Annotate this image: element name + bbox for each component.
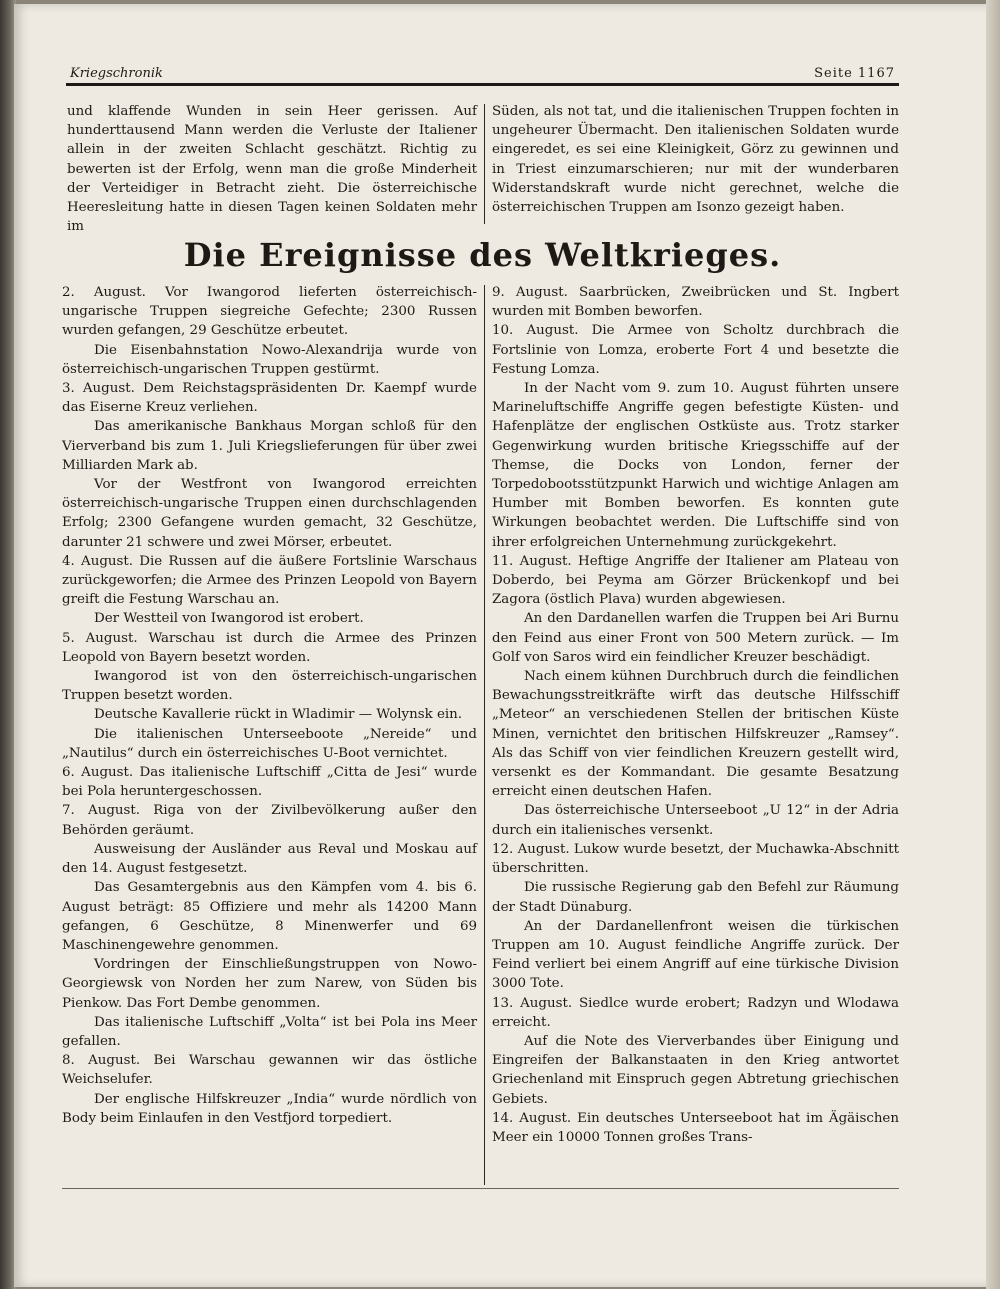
chronicle-entry: 14. August. Ein deutsches Unterseeboot hat im Ägäischen Meer ein 10000 Tonnen großes Trans- [492, 1110, 899, 1145]
chronicle-entry: Die italienischen Unterseeboote „Nereide“ und „Nautilus“ durch ein österreichisches U-Boot vernichtet. [62, 726, 477, 761]
chronicle-entry: 10. August. Die Armee von Scholtz durchbrach die Fortslinie von Lomza, eroberte Fort 4 und besetzte die Festung Lomza. [492, 323, 899, 377]
chronicle-entry: 4. August. Die Russen auf die äußere Fortslinie Warschaus zurückgeworfen; die Armee des Prinzen Leopold von Bayern greift die Festung Warschau an. [62, 553, 477, 608]
page-edge [986, 0, 1000, 1289]
chronicle-entry: 5. August. Warschau ist durch die Armee des Prinzen Leopold von Bayern besetzt worden. [62, 630, 477, 665]
intro-column-right [492, 102, 899, 217]
chronicle-column-left [62, 283, 477, 1128]
column-divider-main [484, 285, 485, 1185]
running-header [70, 62, 897, 84]
chronicle-entry: 2. August. Vor Iwangorod lieferten österreichisch-ungarische Truppen siegreiche Gefechte; 2300 Russen wurden gefangen, 29 Geschütze erbeutet. [62, 285, 477, 339]
chronicle-entry: 12. August. Lukow wurde besetzt, der Muchawka-Abschnitt überschritten. [492, 841, 899, 877]
page-number: Seite 1167 [814, 66, 895, 81]
intro-column-left [67, 102, 477, 236]
header-title: Kriegschronik [70, 66, 163, 81]
chronicle-entry: Das Gesamtergebnis aus den Kämpfen vom 4. bis 6. August beträgt: 85 Offiziere und mehr als 14200 Mann gefangen, 6 Geschütze, 8 Minenwerfer und 69 Maschinengewehre genommen. [62, 880, 477, 953]
chronicle-entry: 7. August. Riga von der Zivilbevölkerung außer den Behörden geräumt. [62, 803, 477, 838]
footer-rule [62, 1188, 899, 1189]
chronicle-entry: Die russische Regierung gab den Befehl zur Räumung der Stadt Dünaburg. [492, 880, 899, 915]
chronicle-entry: Nach einem kühnen Durchbruch durch die feindlichen Bewachungsstreitkräfte wirft das deutsche Hilfsschiff „Meteor“ an verschiedenen Stellen der britischen Küste Minen, vernichtet den britischen Hilfskreuzer „Ramsey“. Als das Schiff von vier feindlichen Kreuzern gestellt wird, versenkt es der Kommandant. Die gesamte Besatzung erreicht einen deutschen Hafen. [492, 669, 899, 800]
chronicle-entry: Das italienische Luftschiff „Volta“ ist bei Pola ins Meer gefallen. [62, 1014, 477, 1049]
chronicle-entry: 11. August. Heftige Angriffe der Italiener am Plateau von Doberdo, bei Peyma am Görzer Brückenkopf und bei Zagora (östlich Plava) wurden abgewiesen. [492, 553, 899, 608]
chronicle-entry: In der Nacht vom 9. zum 10. August führten unsere Marineluftschiffe Angriffe gegen befestigte Küsten- und Hafenplätze der englischen Ostküste aus. Trotz starker Gegenwirkung wurden britische Kriegsschiffe auf der Themse, die Docks von London, ferner der Torpedobootsstützpunkt Harwich und wichtige Anlagen am Humber mit Bomben beworfen. Es konnten gute Wirkungen beobachtet werden. Die Luftschiffe sind von ihrer erfolgreichen Unternehmung zurückgekehrt. [492, 381, 899, 550]
chronicle-entry: Deutsche Kavallerie rückt in Wladimir — Wolynsk ein. [94, 707, 463, 723]
chronicle-entry: 8. August. Bei Warschau gewannen wir das östliche Weichselufer. [62, 1053, 477, 1088]
intro-left-text: und klaffende Wunden in sein Heer gerissen. Auf hunderttausend Mann werden die Verluste der Italiener allein in der zweiten Schlacht geschätzt. Richtig zu bewerten ist der Erfolg, wenn man die große Minderheit der Verteidiger in Betracht zieht. Die österreichische Heeresleitung hatte in diesen Tagen keinen Soldaten mehr im [67, 104, 477, 235]
chronicle-entry: An der Dardanellenfront weisen die türkischen Truppen am 10. August feindliche Angriffe zurück. Der Feind verliert bei einem Angriff auf eine türkische Division 3000 Tote. [492, 918, 899, 992]
header-rule [66, 83, 899, 86]
chronicle-entry: Die Eisenbahnstation Nowo-Alexandrija wurde von österreichisch-ungarischen Truppen gestürmt. [62, 342, 477, 377]
chronicle-entry: An den Dardanellen warfen die Truppen bei Ari Burnu den Feind aus einer Front von 500 Metern zurück. — Im Golf von Saros wird ein feindlicher Kreuzer beschädigt. [492, 611, 899, 665]
chronicle-entry: 13. August. Siedlce wurde erobert; Radzyn und Wlodawa erreicht. [492, 995, 899, 1030]
chronicle-entry: 6. August. Das italienische Luftschiff „Citta de Jesi“ wurde bei Pola heruntergeschossen. [62, 765, 477, 800]
chronicle-entry: 3. August. Dem Reichstagspräsidenten Dr. Kaempf wurde das Eiserne Kreuz verliehen. [62, 381, 477, 416]
chronicle-column-right [492, 283, 899, 1147]
chronicle-entry: Ausweisung der Ausländer aus Reval und Moskau auf den 14. August festgesetzt. [62, 841, 477, 877]
chronicle-entry: Das österreichische Unterseeboot „U 12“ in der Adria durch ein italienisches versenkt. [492, 803, 899, 838]
chronicle-entry: Der Westteil von Iwangorod ist erobert. [94, 611, 364, 627]
chronicle-entry: Vor der Westfront von Iwangorod erreichten österreichisch-ungarische Truppen einen durchschlagenden Erfolg; 2300 Gefangene wurden gemacht, 32 Geschütze, darunter 21 schwere und zwei Mörser, erbeutet. [62, 477, 477, 550]
chronicle-entry: Das amerikanische Bankhaus Morgan schloß für den Vierverband bis zum 1. Juli Kriegslieferungen für über zwei Milliarden Mark ab. [62, 419, 477, 473]
chronicle-entry: Vordringen der Einschließungstruppen von Nowo-Georgiewsk von Norden her zum Narew, von Süden bis Pienkow. Das Fort Dembe genommen. [62, 957, 477, 1011]
chronicle-entry: Der englische Hilfskreuzer „India“ wurde nördlich von Body beim Einlaufen in den Vestfjord torpediert. [62, 1091, 477, 1126]
chronicle-entry: Iwangorod ist von den österreichisch-ungarischen Truppen besetzt worden. [62, 669, 477, 704]
column-divider-top [484, 104, 485, 224]
intro-right-text: Süden, als not tat, und die italienischen Truppen fochten in ungeheurer Übermacht. Den italienischen Soldaten wurde eingeredet, es sei eine Kleinigkeit, Görz zu gewinnen und in Triest einzumarschieren; nur mit der wunderbaren Widerstandskraft wurde nicht gerechnet, welche die österreichischen Truppen am Isonzo gezeigt haben. [492, 104, 899, 216]
chronicle-entry: Auf die Note des Vierverbandes über Einigung und Eingreifen der Balkanstaaten in den Krieg antwortet Griechenland mit Einspruch gegen Abtretung griechischen Gebiets. [492, 1033, 899, 1107]
chronicle-entry: 9. August. Saarbrücken, Zweibrücken und St. Ingbert wurden mit Bomben beworfen. [492, 285, 899, 320]
section-title: Die Ereignisse des Weltkrieges. [183, 236, 782, 274]
